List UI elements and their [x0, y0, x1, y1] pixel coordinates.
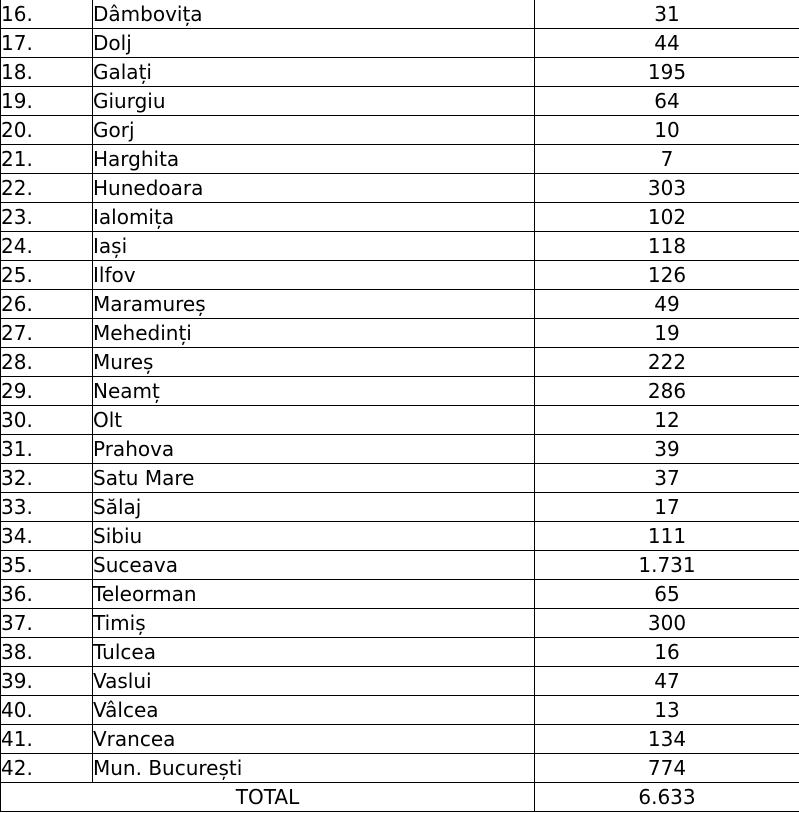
county-value: 118 [535, 232, 799, 261]
county-name: Timiș [93, 609, 535, 638]
county-name: Vrancea [93, 725, 535, 754]
county-value: 222 [535, 348, 799, 377]
county-value: 16 [535, 638, 799, 667]
row-number: 41. [1, 725, 93, 754]
row-number: 42. [1, 754, 93, 783]
county-name: Vaslui [93, 667, 535, 696]
table-row [1, 609, 799, 638]
county-value: 774 [535, 754, 799, 783]
county-value: 12 [535, 406, 799, 435]
county-name: Vâlcea [93, 696, 535, 725]
row-number: 25. [1, 261, 93, 290]
table-row [1, 725, 799, 754]
row-number: 18. [1, 58, 93, 87]
county-name: Mehedinți [93, 319, 535, 348]
table-row [1, 493, 799, 522]
county-name: Giurgiu [93, 87, 535, 116]
row-number: 17. [1, 29, 93, 58]
table-row [1, 348, 799, 377]
row-number: 33. [1, 493, 93, 522]
county-name: Neamț [93, 377, 535, 406]
county-value: 10 [535, 116, 799, 145]
table-row [1, 522, 799, 551]
table-row [1, 116, 799, 145]
county-value: 134 [535, 725, 799, 754]
table-row [1, 203, 799, 232]
county-value: 111 [535, 522, 799, 551]
county-value: 286 [535, 377, 799, 406]
row-number: 34. [1, 522, 93, 551]
table-row [1, 87, 799, 116]
county-value: 300 [535, 609, 799, 638]
table-row [1, 58, 799, 87]
table-row [1, 29, 799, 58]
county-value: 47 [535, 667, 799, 696]
county-name: Ilfov [93, 261, 535, 290]
row-number: 24. [1, 232, 93, 261]
total-label: TOTAL [1, 783, 535, 812]
county-name: Ialomița [93, 203, 535, 232]
table-row [1, 551, 799, 580]
county-name: Galați [93, 58, 535, 87]
row-number: 39. [1, 667, 93, 696]
table-row [1, 464, 799, 493]
county-value: 64 [535, 87, 799, 116]
row-number: 16. [1, 0, 93, 29]
county-value: 44 [535, 29, 799, 58]
county-value: 39 [535, 435, 799, 464]
table-row [1, 406, 799, 435]
table-row [1, 696, 799, 725]
row-number: 27. [1, 319, 93, 348]
table-row [1, 638, 799, 667]
row-number: 22. [1, 174, 93, 203]
county-name: Dolj [93, 29, 535, 58]
county-value: 195 [535, 58, 799, 87]
county-value: 17 [535, 493, 799, 522]
county-name: Iași [93, 232, 535, 261]
row-number: 21. [1, 145, 93, 174]
county-name: Sibiu [93, 522, 535, 551]
row-number: 29. [1, 377, 93, 406]
row-number: 30. [1, 406, 93, 435]
row-number: 31. [1, 435, 93, 464]
table-row [1, 261, 799, 290]
total-row [1, 783, 799, 812]
county-value: 31 [535, 0, 799, 29]
county-name: Prahova [93, 435, 535, 464]
row-number: 36. [1, 580, 93, 609]
county-name: Gorj [93, 116, 535, 145]
county-name: Satu Mare [93, 464, 535, 493]
row-number: 19. [1, 87, 93, 116]
row-number: 38. [1, 638, 93, 667]
table-row [1, 174, 799, 203]
table-row [1, 435, 799, 464]
table-row [1, 580, 799, 609]
county-name: Hunedoara [93, 174, 535, 203]
county-value: 1.731 [535, 551, 799, 580]
county-value: 37 [535, 464, 799, 493]
table-row [1, 319, 799, 348]
county-value: 102 [535, 203, 799, 232]
row-number: 32. [1, 464, 93, 493]
county-name: Mun. București [93, 754, 535, 783]
county-value: 126 [535, 261, 799, 290]
table-row [1, 145, 799, 174]
row-number: 37. [1, 609, 93, 638]
county-name: Olt [93, 406, 535, 435]
table-row [1, 0, 799, 29]
county-value: 13 [535, 696, 799, 725]
county-name: Maramureș [93, 290, 535, 319]
county-value: 49 [535, 290, 799, 319]
row-number: 23. [1, 203, 93, 232]
county-name: Suceava [93, 551, 535, 580]
total-value: 6.633 [535, 783, 799, 812]
table-row [1, 667, 799, 696]
county-name: Harghita [93, 145, 535, 174]
row-number: 26. [1, 290, 93, 319]
table-row [1, 290, 799, 319]
row-number: 35. [1, 551, 93, 580]
county-name: Mureș [93, 348, 535, 377]
table-row [1, 232, 799, 261]
county-name: Sălaj [93, 493, 535, 522]
county-name: Tulcea [93, 638, 535, 667]
table-row [1, 377, 799, 406]
row-number: 20. [1, 116, 93, 145]
county-value: 303 [535, 174, 799, 203]
row-number: 40. [1, 696, 93, 725]
county-name: Dâmbovița [93, 0, 535, 29]
county-name: Teleorman [93, 580, 535, 609]
county-value: 7 [535, 145, 799, 174]
county-value: 19 [535, 319, 799, 348]
table-body [1, 0, 799, 783]
row-number: 28. [1, 348, 93, 377]
table-row [1, 754, 799, 783]
county-value: 65 [535, 580, 799, 609]
